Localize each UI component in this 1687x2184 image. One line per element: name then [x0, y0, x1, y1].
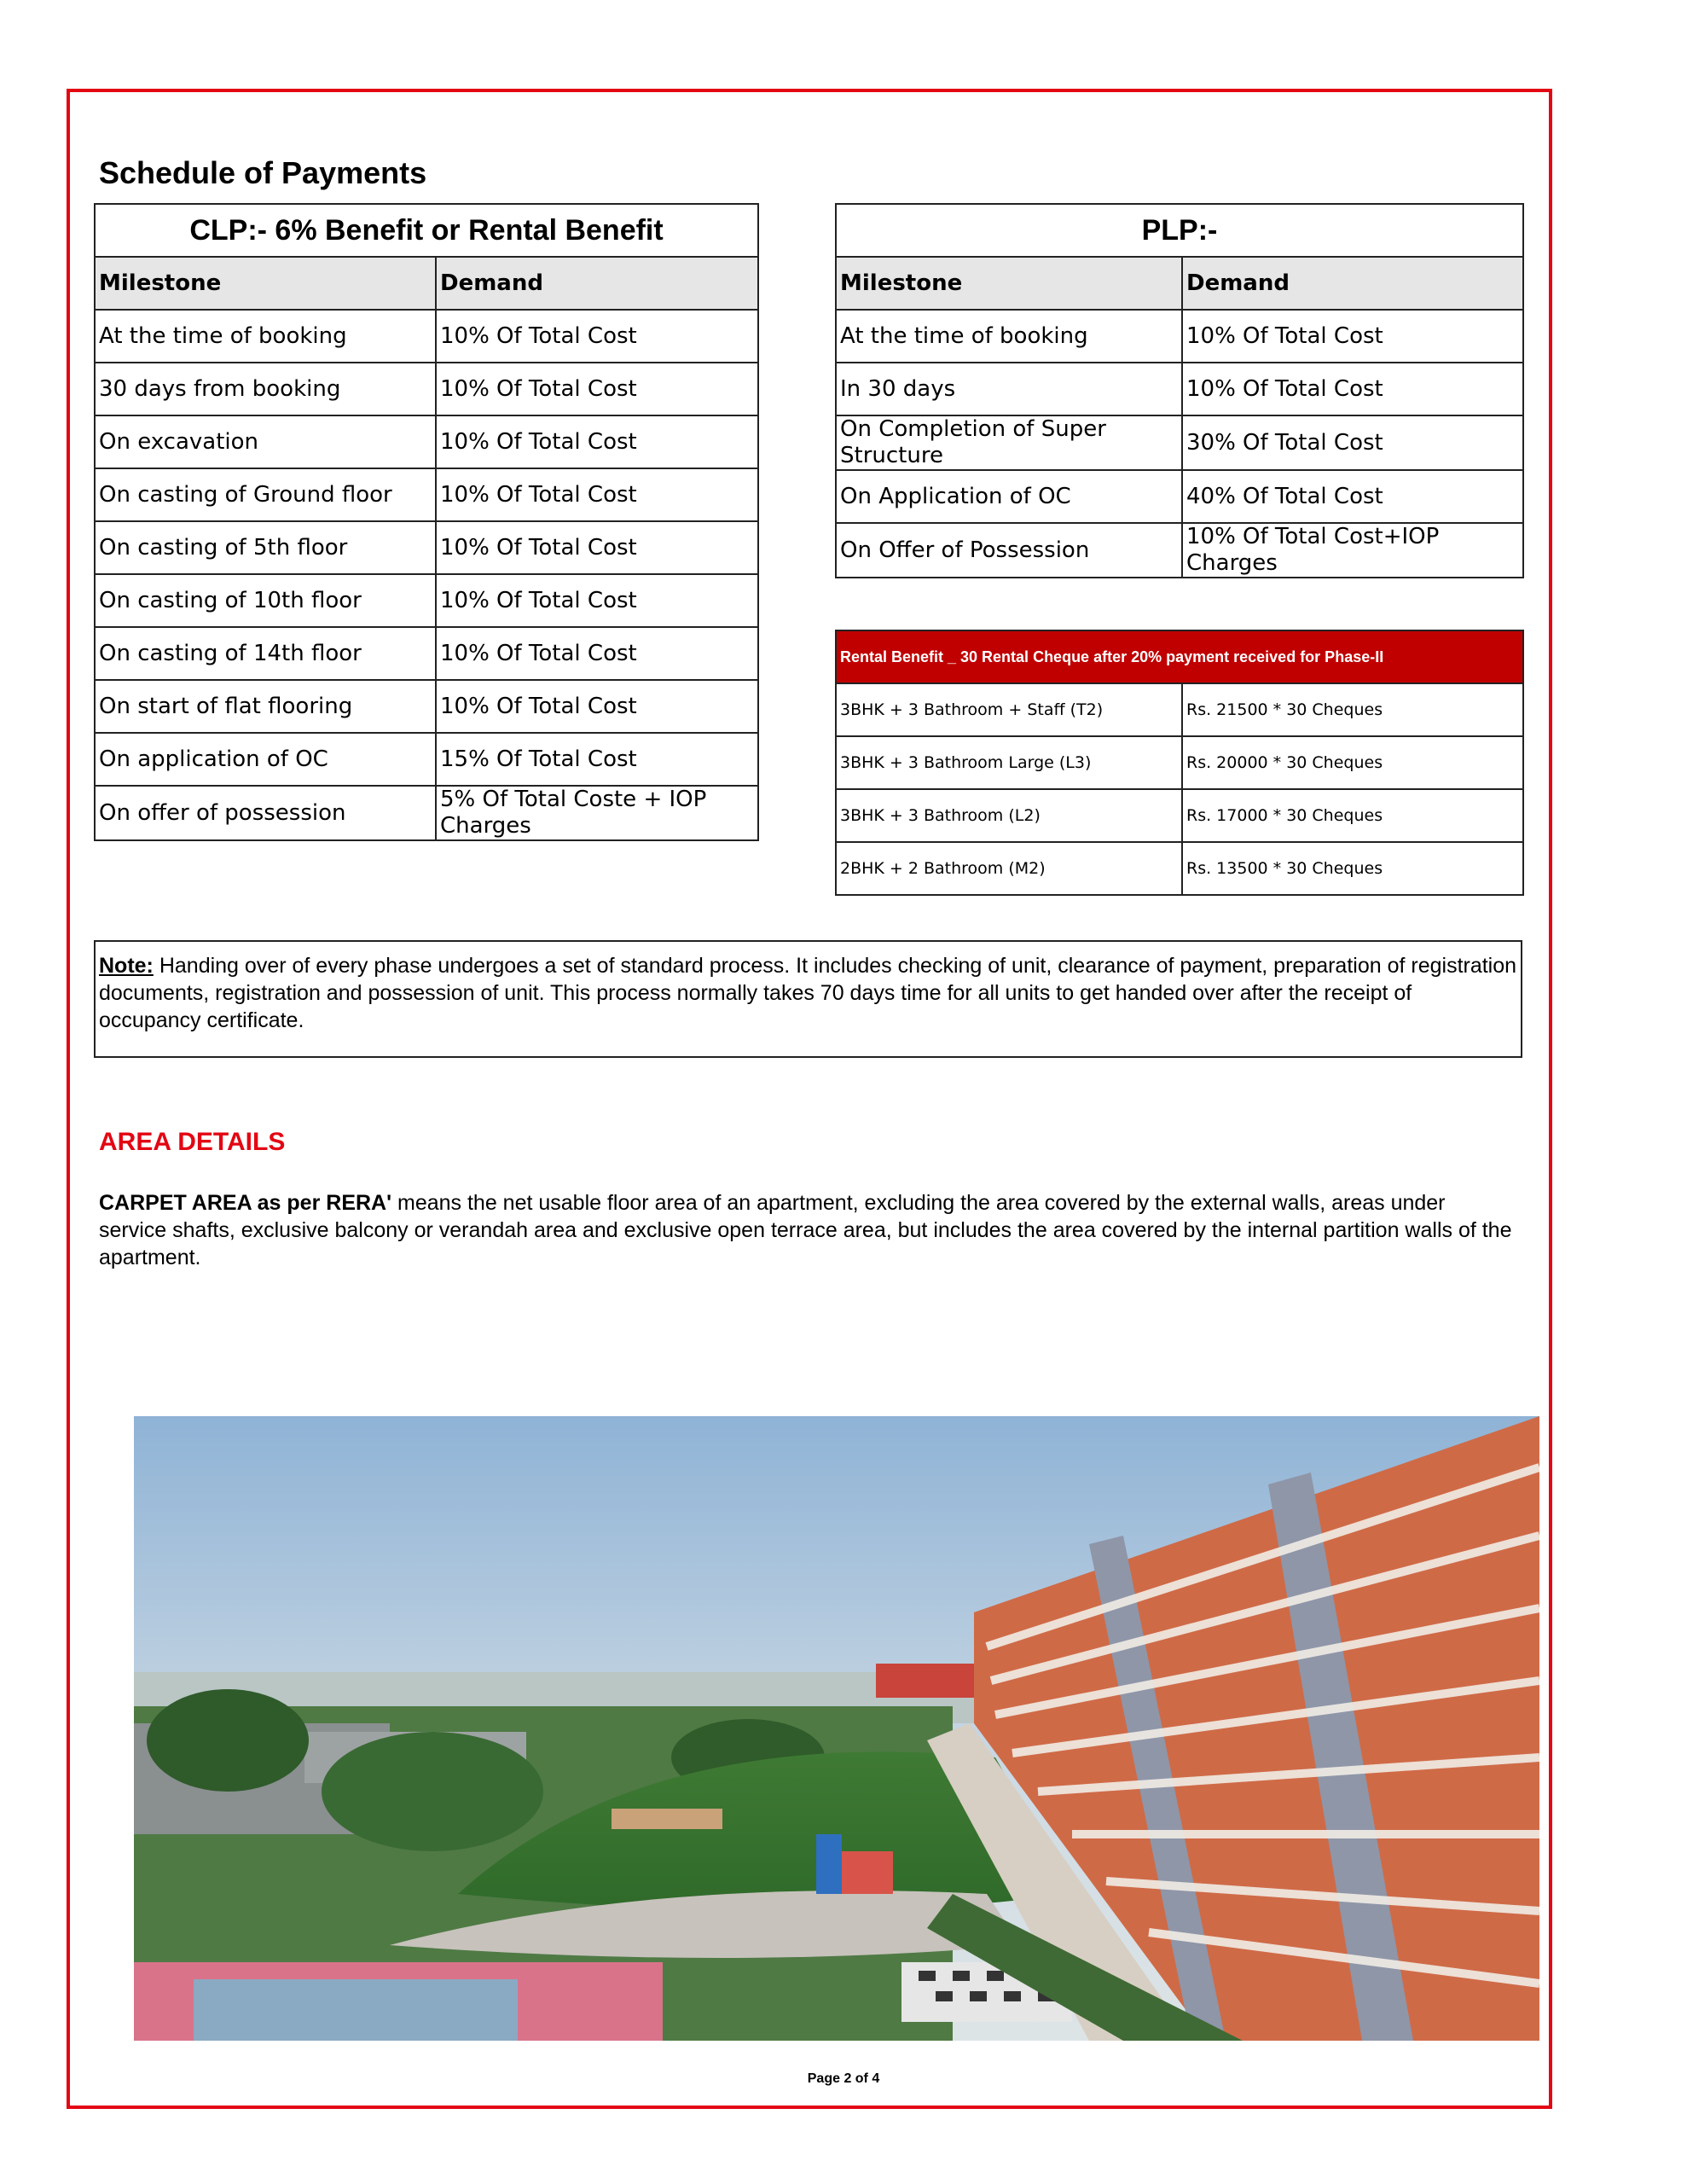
- demand-cell: 15% Of Total Cost: [436, 733, 758, 786]
- milestone-cell: On Offer of Possession: [836, 523, 1182, 578]
- spacer: [836, 578, 1523, 630]
- page-number: Page 2 of 4: [807, 2071, 880, 2086]
- clp-table: [94, 203, 759, 841]
- note-label: Note:: [99, 954, 154, 978]
- table-row: [95, 733, 758, 786]
- demand-cell: 10% Of Total Cost: [436, 680, 758, 733]
- milestone-cell: On casting of 10th floor: [95, 574, 436, 627]
- demand-cell: 10% Of Total Cost: [436, 363, 758, 415]
- amount-cell: Rs. 20000 * 30 Cheques: [1182, 736, 1523, 789]
- table-row: [95, 415, 758, 468]
- milestone-cell: In 30 days: [836, 363, 1182, 415]
- unit-cell: 3BHK + 3 Bathroom (L2): [836, 789, 1182, 842]
- milestone-cell: On application of OC: [95, 733, 436, 786]
- milestone-cell: On offer of possession: [95, 786, 436, 840]
- demand-cell: 10% Of Total Cost: [436, 574, 758, 627]
- table-row: [95, 363, 758, 415]
- milestone-cell: On excavation: [95, 415, 436, 468]
- handover-note: [94, 940, 1522, 1058]
- amount-cell: Rs. 21500 * 30 Cheques: [1182, 683, 1523, 736]
- milestone-cell: On casting of Ground floor: [95, 468, 436, 521]
- property-photo: [134, 1416, 1539, 2041]
- note-text: Handing over of every phase undergoes a set of standard process. It includes checking of unit, clearance of payment, preparation of registration documents, registration and possession of unit. This process normally takes 70 days time for all units to get handed over after the receipt of occupancy certificate.: [99, 954, 1517, 1032]
- table-row: [836, 310, 1523, 363]
- table-row: [95, 574, 758, 627]
- rental-benefit-heading: Rental Benefit _ 30 Rental Cheque after 20% payment received for Phase-II: [836, 630, 1523, 683]
- demand-cell: 10% Of Total Cost: [1182, 310, 1523, 363]
- table-row: [95, 521, 758, 574]
- milestone-cell: On casting of 14th floor: [95, 627, 436, 680]
- table-row: [95, 680, 758, 733]
- clp-col-demand: Demand: [436, 257, 758, 310]
- carpet-area-term: CARPET AREA as per RERA': [99, 1191, 392, 1215]
- unit-cell: 3BHK + 3 Bathroom Large (L3): [836, 736, 1182, 789]
- milestone-cell: On start of flat flooring: [95, 680, 436, 733]
- table-row: [836, 470, 1523, 523]
- demand-cell: 10% Of Total Cost+IOP Charges: [1182, 523, 1523, 578]
- milestone-cell: On Application of OC: [836, 470, 1182, 523]
- plp-heading: PLP:-: [836, 204, 1523, 257]
- plp-col-milestone: Milestone: [836, 257, 1182, 310]
- table-row: [95, 786, 758, 840]
- demand-cell: 10% Of Total Cost: [1182, 363, 1523, 415]
- table-row: [836, 683, 1523, 736]
- unit-cell: 3BHK + 3 Bathroom + Staff (T2): [836, 683, 1182, 736]
- plp-col-demand: Demand: [1182, 257, 1523, 310]
- table-row: [836, 363, 1523, 415]
- table-row: [836, 523, 1523, 578]
- carpet-area-definition: [99, 1189, 1515, 1271]
- milestone-cell: On Completion of Super Structure: [836, 415, 1182, 470]
- table-row: [95, 468, 758, 521]
- clp-col-milestone: Milestone: [95, 257, 436, 310]
- milestone-cell: 30 days from booking: [95, 363, 436, 415]
- table-row: [836, 415, 1523, 470]
- amount-cell: Rs. 13500 * 30 Cheques: [1182, 842, 1523, 895]
- milestone-cell: On casting of 5th floor: [95, 521, 436, 574]
- demand-cell: 30% Of Total Cost: [1182, 415, 1523, 470]
- demand-cell: 10% Of Total Cost: [436, 310, 758, 363]
- carpet-area-text: means the net usable floor area of an apartment, excluding the area covered by the external walls, areas under service shafts, exclusive balcony or verandah area and exclusive open terrace area, but includes the area covered by the internal partition walls of the apartment.: [99, 1191, 1512, 1269]
- milestone-cell: At the time of booking: [836, 310, 1182, 363]
- demand-cell: 10% Of Total Cost: [436, 627, 758, 680]
- demand-cell: 10% Of Total Cost: [436, 521, 758, 574]
- clp-heading: CLP:- 6% Benefit or Rental Benefit: [95, 204, 758, 257]
- table-row: [836, 842, 1523, 895]
- demand-cell: 5% Of Total Coste + IOP Charges: [436, 786, 758, 840]
- unit-cell: 2BHK + 2 Bathroom (M2): [836, 842, 1182, 895]
- table-row: [95, 627, 758, 680]
- milestone-cell: At the time of booking: [95, 310, 436, 363]
- table-row: [95, 310, 758, 363]
- demand-cell: 40% Of Total Cost: [1182, 470, 1523, 523]
- plp-table: [835, 203, 1524, 896]
- demand-cell: 10% Of Total Cost: [436, 415, 758, 468]
- table-row: [836, 789, 1523, 842]
- demand-cell: 10% Of Total Cost: [436, 468, 758, 521]
- table-row: [836, 736, 1523, 789]
- area-details-heading: AREA DETAILS: [99, 1128, 286, 1156]
- page-title: Schedule of Payments: [99, 155, 427, 190]
- amount-cell: Rs. 17000 * 30 Cheques: [1182, 789, 1523, 842]
